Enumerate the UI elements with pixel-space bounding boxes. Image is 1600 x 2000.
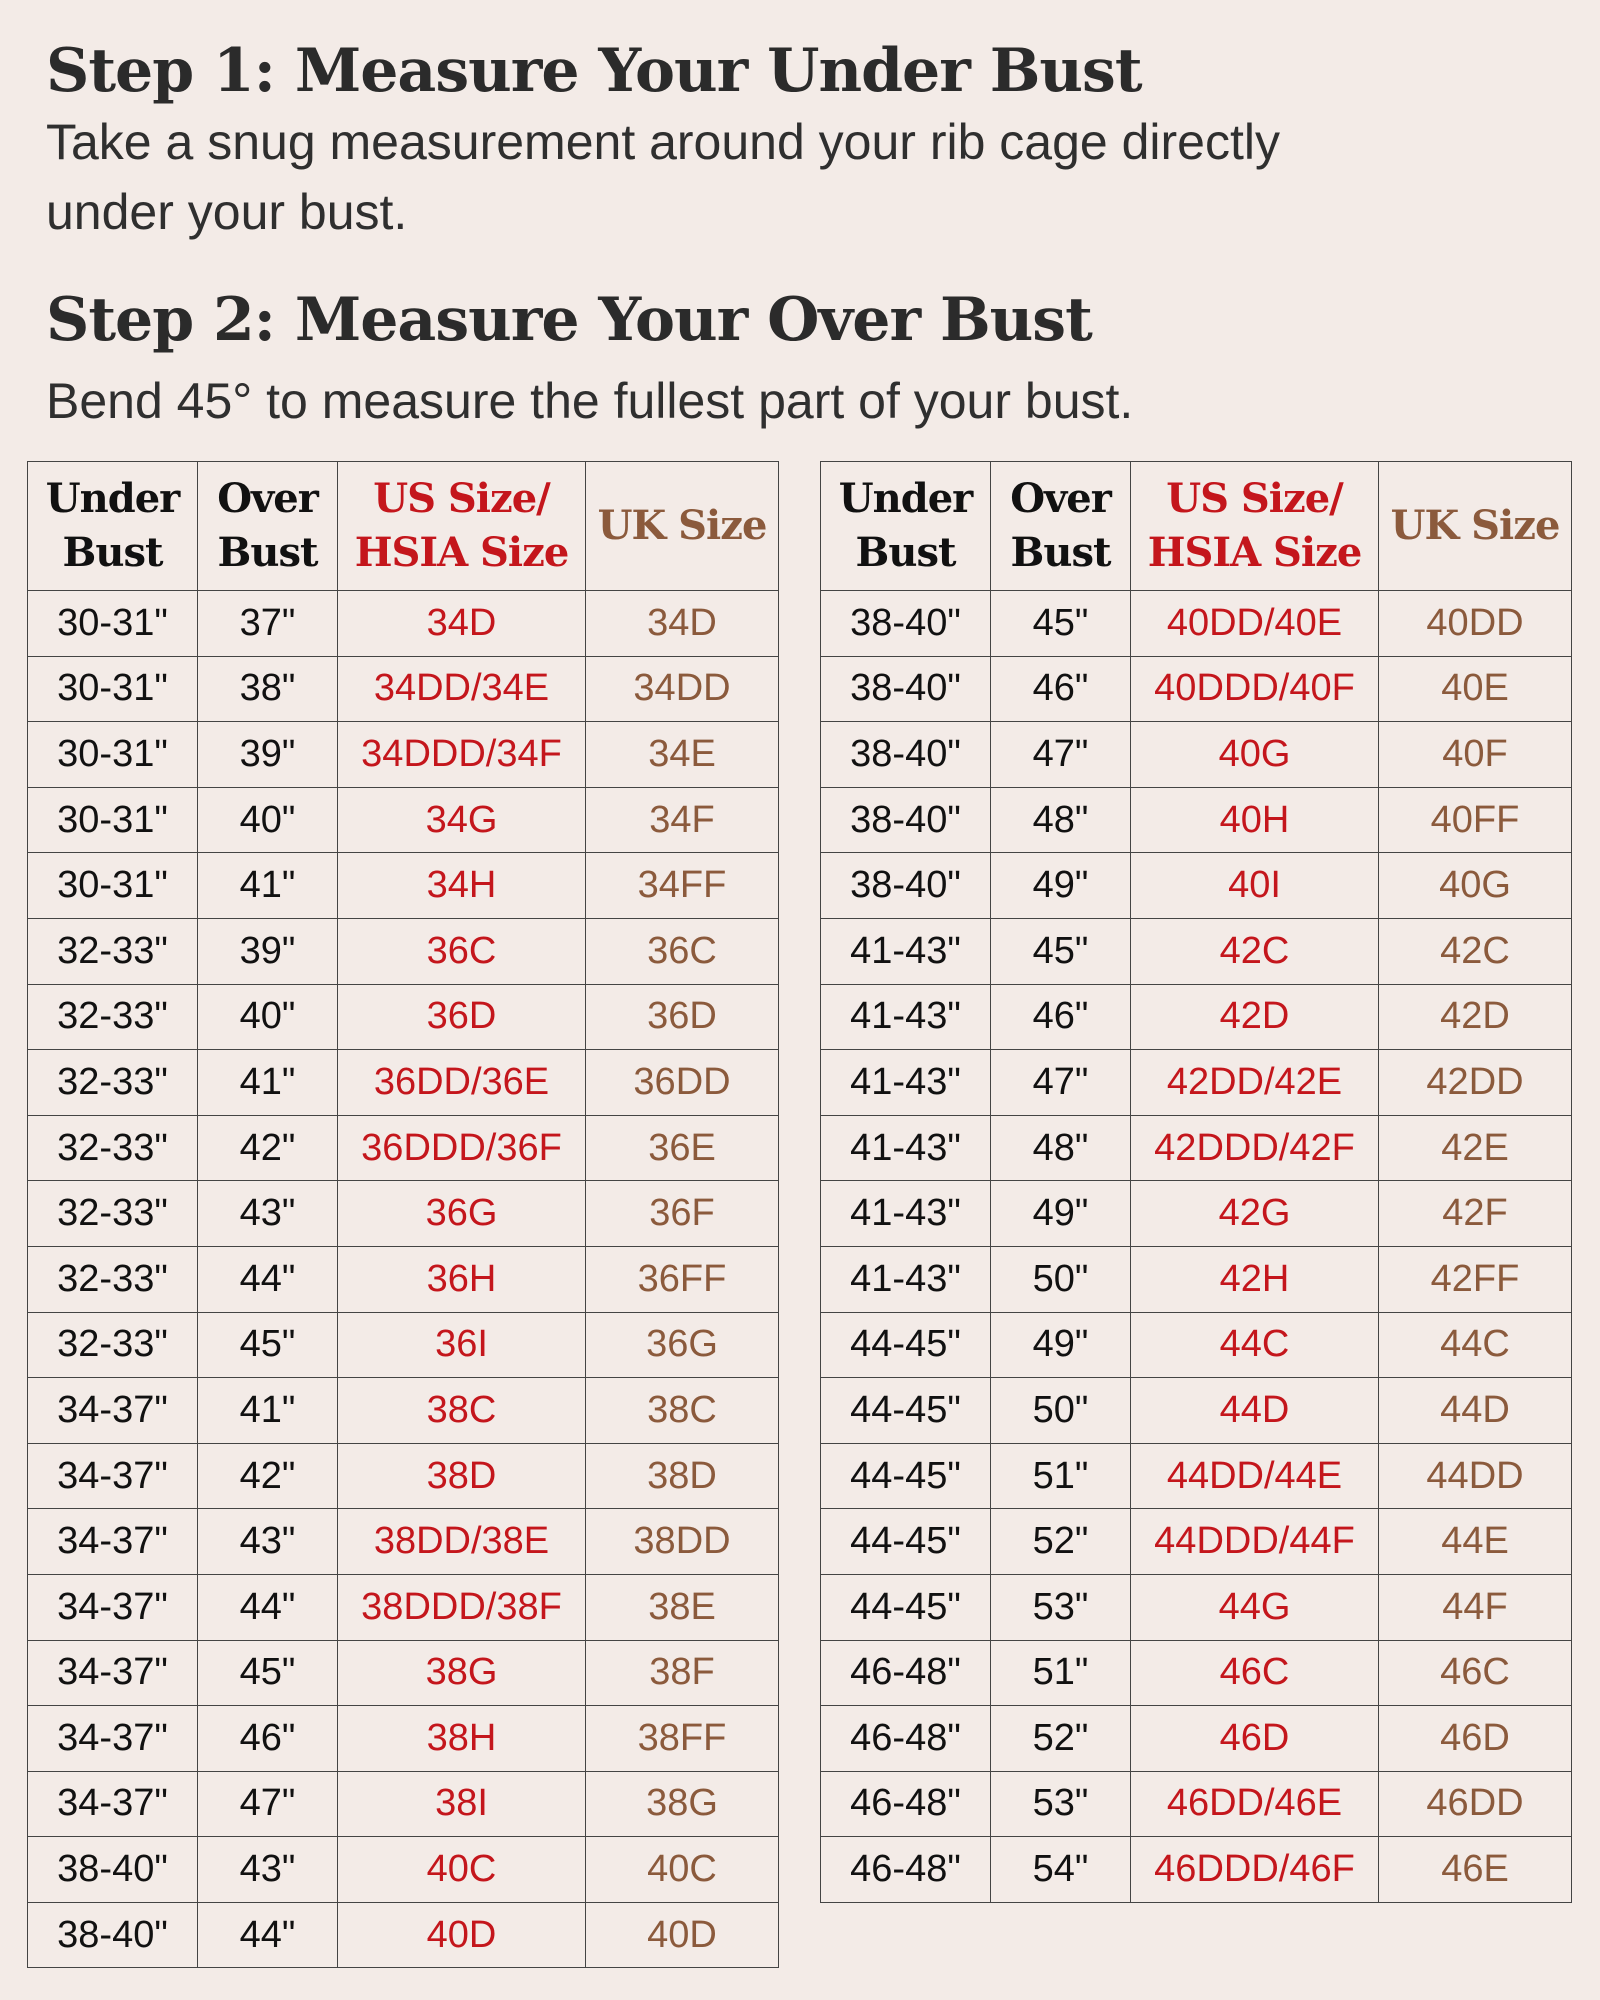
- table-row: [28, 722, 779, 788]
- us-size-cell: 46DD/46E: [1131, 1771, 1379, 1837]
- table-row: [821, 853, 1572, 919]
- over-bust-cell: 50": [991, 1378, 1131, 1444]
- under-bust-cell: 32-33": [28, 1246, 198, 1312]
- uk-size-cell: 44E: [1379, 1509, 1572, 1575]
- uk-size-cell: 36G: [586, 1312, 779, 1378]
- uk-size-cell: 40FF: [1379, 787, 1572, 853]
- over-bust-cell: 45": [198, 1640, 338, 1706]
- over-bust-cell: 48": [991, 787, 1131, 853]
- table-row: [821, 787, 1572, 853]
- table-row: [28, 1115, 779, 1181]
- over-bust-cell: 38": [198, 656, 338, 722]
- header-under-bust: Under Bust: [821, 462, 991, 591]
- table-row: [28, 1902, 779, 1968]
- uk-size-cell: 36FF: [586, 1246, 779, 1312]
- uk-size-cell: 40D: [586, 1902, 779, 1968]
- under-bust-cell: 32-33": [28, 984, 198, 1050]
- under-bust-cell: 41-43": [821, 918, 991, 984]
- under-bust-cell: 34-37": [28, 1640, 198, 1706]
- table-row: [28, 1771, 779, 1837]
- over-bust-cell: 45": [198, 1312, 338, 1378]
- us-size-cell: 44DD/44E: [1131, 1443, 1379, 1509]
- us-size-cell: 46DDD/46F: [1131, 1837, 1379, 1903]
- under-bust-cell: 41-43": [821, 1246, 991, 1312]
- under-bust-cell: 34-37": [28, 1443, 198, 1509]
- over-bust-cell: 50": [991, 1246, 1131, 1312]
- table-row: [821, 1115, 1572, 1181]
- over-bust-cell: 40": [198, 984, 338, 1050]
- over-bust-cell: 51": [991, 1443, 1131, 1509]
- table-row: [821, 1837, 1572, 1903]
- over-bust-cell: 37": [198, 591, 338, 657]
- us-size-cell: 34DDD/34F: [338, 722, 586, 788]
- uk-size-cell: 36C: [586, 918, 779, 984]
- under-bust-cell: 32-33": [28, 1115, 198, 1181]
- uk-size-cell: 42F: [1379, 1181, 1572, 1247]
- us-size-cell: 36H: [338, 1246, 586, 1312]
- table-row: [28, 591, 779, 657]
- size-table-right: [820, 461, 1572, 1903]
- over-bust-cell: 52": [991, 1706, 1131, 1772]
- under-bust-cell: 38-40": [28, 1902, 198, 1968]
- table-row: [821, 722, 1572, 788]
- under-bust-cell: 32-33": [28, 918, 198, 984]
- under-bust-cell: 38-40": [28, 1837, 198, 1903]
- under-bust-cell: 30-31": [28, 787, 198, 853]
- uk-size-cell: 46DD: [1379, 1771, 1572, 1837]
- table-row: [28, 1312, 779, 1378]
- us-size-cell: 42DDD/42F: [1131, 1115, 1379, 1181]
- size-table-left: [27, 461, 779, 1968]
- over-bust-cell: 44": [198, 1246, 338, 1312]
- uk-size-cell: 36DD: [586, 1050, 779, 1116]
- table-row: [821, 1509, 1572, 1575]
- table-row: [28, 1509, 779, 1575]
- under-bust-cell: 41-43": [821, 1181, 991, 1247]
- under-bust-cell: 46-48": [821, 1640, 991, 1706]
- under-bust-cell: 32-33": [28, 1181, 198, 1247]
- under-bust-cell: 44-45": [821, 1378, 991, 1444]
- under-bust-cell: 30-31": [28, 722, 198, 788]
- uk-size-cell: 38E: [586, 1574, 779, 1640]
- us-size-cell: 36DDD/36F: [338, 1115, 586, 1181]
- over-bust-cell: 54": [991, 1837, 1131, 1903]
- table-header-row: [28, 462, 779, 591]
- uk-size-cell: 38C: [586, 1378, 779, 1444]
- under-bust-cell: 34-37": [28, 1771, 198, 1837]
- over-bust-cell: 43": [198, 1509, 338, 1575]
- table-row: [821, 1574, 1572, 1640]
- table-row: [28, 1574, 779, 1640]
- under-bust-cell: 44-45": [821, 1443, 991, 1509]
- over-bust-cell: 46": [198, 1706, 338, 1772]
- over-bust-cell: 43": [198, 1181, 338, 1247]
- step1-instructions: Take a snug measurement around your rib cage directly under your bust.: [46, 114, 1280, 240]
- uk-size-cell: 44C: [1379, 1312, 1572, 1378]
- us-size-cell: 42C: [1131, 918, 1379, 984]
- uk-size-cell: 38G: [586, 1771, 779, 1837]
- over-bust-cell: 51": [991, 1640, 1131, 1706]
- table-row: [28, 1443, 779, 1509]
- us-size-cell: 44C: [1131, 1312, 1379, 1378]
- us-size-cell: 40D: [338, 1902, 586, 1968]
- step1-title: Step 1: Measure Your Under Bust: [46, 36, 1142, 106]
- over-bust-cell: 53": [991, 1771, 1131, 1837]
- table-row: [821, 1443, 1572, 1509]
- us-size-cell: 38DDD/38F: [338, 1574, 586, 1640]
- us-size-cell: 40I: [1131, 853, 1379, 919]
- under-bust-cell: 38-40": [821, 656, 991, 722]
- table-row: [821, 1771, 1572, 1837]
- over-bust-cell: 46": [991, 656, 1131, 722]
- header-over-bust: Over Bust: [991, 462, 1131, 591]
- table-row: [821, 656, 1572, 722]
- under-bust-cell: 46-48": [821, 1706, 991, 1772]
- over-bust-cell: 41": [198, 1378, 338, 1444]
- uk-size-cell: 36F: [586, 1181, 779, 1247]
- us-size-cell: 34G: [338, 787, 586, 853]
- over-bust-cell: 41": [198, 853, 338, 919]
- us-size-cell: 36D: [338, 984, 586, 1050]
- us-size-cell: 36I: [338, 1312, 586, 1378]
- table-row: [28, 1640, 779, 1706]
- under-bust-cell: 38-40": [821, 853, 991, 919]
- us-size-cell: 36C: [338, 918, 586, 984]
- us-size-cell: 44G: [1131, 1574, 1379, 1640]
- table-row: [821, 1181, 1572, 1247]
- table-row: [28, 1378, 779, 1444]
- table-row: [28, 787, 779, 853]
- us-size-cell: 38I: [338, 1771, 586, 1837]
- us-size-cell: 40G: [1131, 722, 1379, 788]
- uk-size-cell: 42E: [1379, 1115, 1572, 1181]
- uk-size-cell: 34DD: [586, 656, 779, 722]
- us-size-cell: 38H: [338, 1706, 586, 1772]
- over-bust-cell: 49": [991, 853, 1131, 919]
- us-size-cell: 38C: [338, 1378, 586, 1444]
- under-bust-cell: 34-37": [28, 1509, 198, 1575]
- us-size-cell: 34D: [338, 591, 586, 657]
- under-bust-cell: 41-43": [821, 984, 991, 1050]
- under-bust-cell: 46-48": [821, 1771, 991, 1837]
- over-bust-cell: 46": [991, 984, 1131, 1050]
- table-row: [821, 918, 1572, 984]
- table-row: [821, 1706, 1572, 1772]
- us-size-cell: 36DD/36E: [338, 1050, 586, 1116]
- uk-size-cell: 42D: [1379, 984, 1572, 1050]
- under-bust-cell: 30-31": [28, 853, 198, 919]
- table-row: [28, 853, 779, 919]
- us-size-cell: 40C: [338, 1837, 586, 1903]
- uk-size-cell: 46C: [1379, 1640, 1572, 1706]
- header-under-bust: Under Bust: [28, 462, 198, 591]
- under-bust-cell: 41-43": [821, 1115, 991, 1181]
- over-bust-cell: 41": [198, 1050, 338, 1116]
- uk-size-cell: 38F: [586, 1640, 779, 1706]
- us-size-cell: 40H: [1131, 787, 1379, 853]
- header-us-size: US Size/ HSIA Size: [1131, 462, 1379, 591]
- uk-size-cell: 38FF: [586, 1706, 779, 1772]
- under-bust-cell: 30-31": [28, 656, 198, 722]
- uk-size-cell: 34E: [586, 722, 779, 788]
- us-size-cell: 44DDD/44F: [1131, 1509, 1379, 1575]
- under-bust-cell: 32-33": [28, 1050, 198, 1116]
- us-size-cell: 42D: [1131, 984, 1379, 1050]
- header-uk-size: UK Size: [1379, 462, 1572, 591]
- us-size-cell: 42H: [1131, 1246, 1379, 1312]
- over-bust-cell: 52": [991, 1509, 1131, 1575]
- uk-size-cell: 34FF: [586, 853, 779, 919]
- uk-size-cell: 44D: [1379, 1378, 1572, 1444]
- under-bust-cell: 38-40": [821, 787, 991, 853]
- over-bust-cell: 45": [991, 591, 1131, 657]
- us-size-cell: 44D: [1131, 1378, 1379, 1444]
- over-bust-cell: 49": [991, 1312, 1131, 1378]
- us-size-cell: 46C: [1131, 1640, 1379, 1706]
- over-bust-cell: 39": [198, 722, 338, 788]
- us-size-cell: 42DD/42E: [1131, 1050, 1379, 1116]
- over-bust-cell: 39": [198, 918, 338, 984]
- table-row: [821, 1640, 1572, 1706]
- table-row: [28, 1706, 779, 1772]
- under-bust-cell: 30-31": [28, 591, 198, 657]
- uk-size-cell: 36E: [586, 1115, 779, 1181]
- table-row: [28, 984, 779, 1050]
- under-bust-cell: 38-40": [821, 722, 991, 788]
- uk-size-cell: 46D: [1379, 1706, 1572, 1772]
- header-us-size: US Size/ HSIA Size: [338, 462, 586, 591]
- uk-size-cell: 42C: [1379, 918, 1572, 984]
- table-row: [28, 918, 779, 984]
- under-bust-cell: 41-43": [821, 1050, 991, 1116]
- over-bust-cell: 42": [198, 1443, 338, 1509]
- uk-size-cell: 36D: [586, 984, 779, 1050]
- under-bust-cell: 46-48": [821, 1837, 991, 1903]
- under-bust-cell: 34-37": [28, 1378, 198, 1444]
- table-row: [28, 656, 779, 722]
- us-size-cell: 38D: [338, 1443, 586, 1509]
- uk-size-cell: 42FF: [1379, 1246, 1572, 1312]
- us-size-cell: 38DD/38E: [338, 1509, 586, 1575]
- us-size-cell: 34H: [338, 853, 586, 919]
- us-size-cell: 34DD/34E: [338, 656, 586, 722]
- over-bust-cell: 47": [198, 1771, 338, 1837]
- us-size-cell: 40DD/40E: [1131, 591, 1379, 657]
- over-bust-cell: 48": [991, 1115, 1131, 1181]
- uk-size-cell: 40E: [1379, 656, 1572, 722]
- table-row: [28, 1246, 779, 1312]
- step2-instructions: Bend 45° to measure the fullest part of your bust.: [46, 373, 1134, 429]
- uk-size-cell: 34F: [586, 787, 779, 853]
- header-over-bust: Over Bust: [198, 462, 338, 591]
- over-bust-cell: 43": [198, 1837, 338, 1903]
- table-row: [28, 1181, 779, 1247]
- over-bust-cell: 42": [198, 1115, 338, 1181]
- uk-size-cell: 44F: [1379, 1574, 1572, 1640]
- header-uk-size: UK Size: [586, 462, 779, 591]
- under-bust-cell: 32-33": [28, 1312, 198, 1378]
- us-size-cell: 38G: [338, 1640, 586, 1706]
- under-bust-cell: 34-37": [28, 1574, 198, 1640]
- table-row: [821, 591, 1572, 657]
- uk-size-cell: 38D: [586, 1443, 779, 1509]
- us-size-cell: 42G: [1131, 1181, 1379, 1247]
- table-row: [821, 1246, 1572, 1312]
- table-row: [821, 1050, 1572, 1116]
- under-bust-cell: 38-40": [821, 591, 991, 657]
- over-bust-cell: 47": [991, 1050, 1131, 1116]
- table-row: [821, 1312, 1572, 1378]
- over-bust-cell: 53": [991, 1574, 1131, 1640]
- under-bust-cell: 44-45": [821, 1509, 991, 1575]
- under-bust-cell: 44-45": [821, 1312, 991, 1378]
- uk-size-cell: 34D: [586, 591, 779, 657]
- under-bust-cell: 34-37": [28, 1706, 198, 1772]
- table-row: [28, 1050, 779, 1116]
- us-size-cell: 40DDD/40F: [1131, 656, 1379, 722]
- over-bust-cell: 44": [198, 1902, 338, 1968]
- uk-size-cell: 40DD: [1379, 591, 1572, 657]
- table-header-row: [821, 462, 1572, 591]
- table-row: [821, 984, 1572, 1050]
- uk-size-cell: 38DD: [586, 1509, 779, 1575]
- table-row: [28, 1837, 779, 1903]
- over-bust-cell: 45": [991, 918, 1131, 984]
- over-bust-cell: 47": [991, 722, 1131, 788]
- uk-size-cell: 46E: [1379, 1837, 1572, 1903]
- over-bust-cell: 49": [991, 1181, 1131, 1247]
- uk-size-cell: 40F: [1379, 722, 1572, 788]
- under-bust-cell: 44-45": [821, 1574, 991, 1640]
- uk-size-cell: 40G: [1379, 853, 1572, 919]
- over-bust-cell: 44": [198, 1574, 338, 1640]
- table-row: [821, 1378, 1572, 1444]
- uk-size-cell: 44DD: [1379, 1443, 1572, 1509]
- us-size-cell: 36G: [338, 1181, 586, 1247]
- over-bust-cell: 40": [198, 787, 338, 853]
- uk-size-cell: 40C: [586, 1837, 779, 1903]
- uk-size-cell: 42DD: [1379, 1050, 1572, 1116]
- us-size-cell: 46D: [1131, 1706, 1379, 1772]
- step2-title: Step 2: Measure Your Over Bust: [46, 285, 1092, 355]
